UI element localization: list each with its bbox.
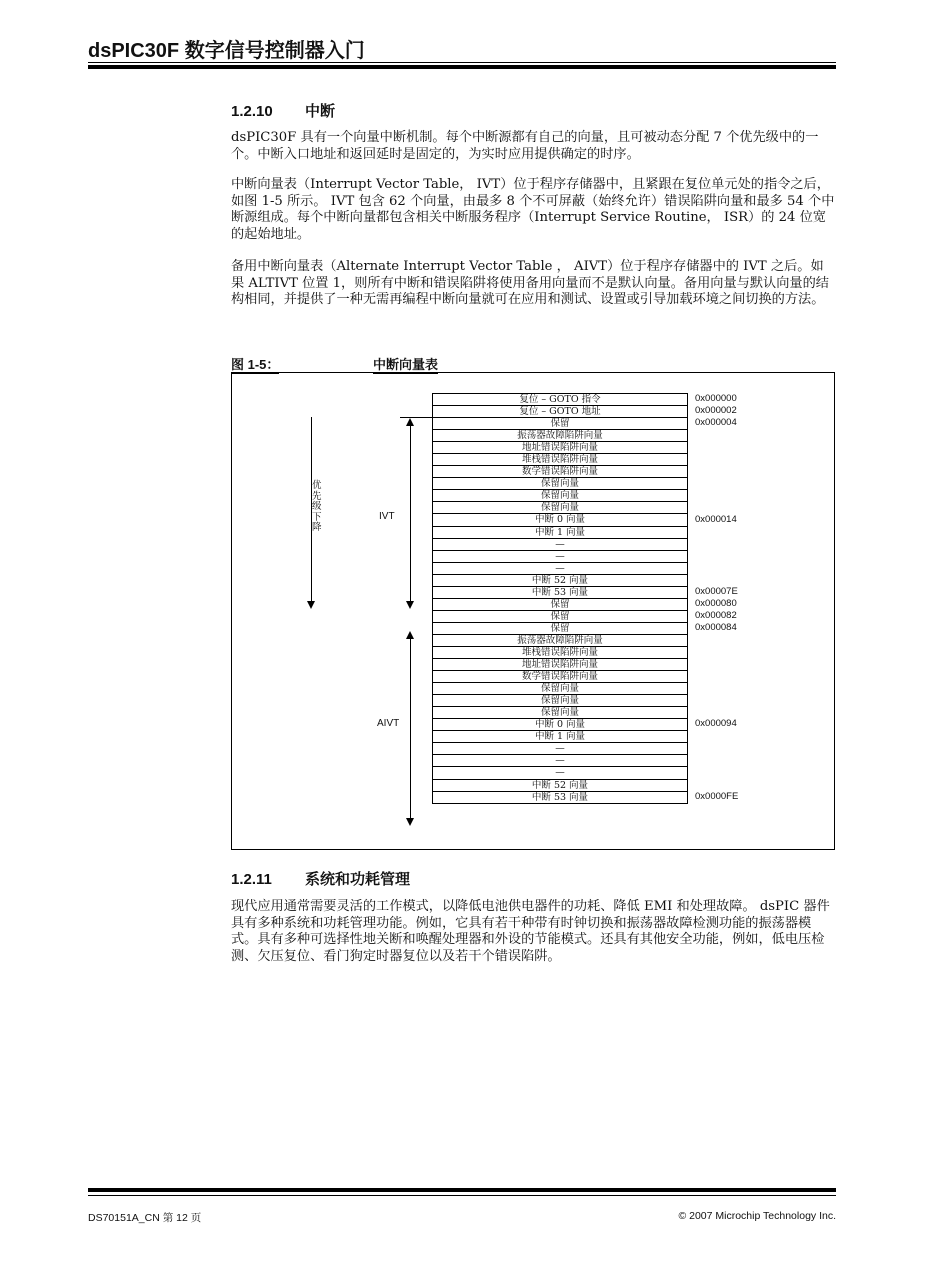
vector-table-row: — bbox=[432, 743, 688, 755]
section-number: 1.2.11 bbox=[231, 871, 272, 888]
vector-address: 0x0000FE bbox=[695, 790, 739, 802]
vector-table-row: — bbox=[432, 563, 688, 575]
vector-table-row: 复位 – GOTO 地址 bbox=[432, 406, 688, 418]
vector-table-row: 保留向量 bbox=[432, 695, 688, 707]
footer-document-id: DS70151A_CN 第 12 页 bbox=[88, 1212, 202, 1224]
section-number: 1.2.10 bbox=[231, 103, 273, 120]
vector-table-row: 中断 53 向量 bbox=[432, 792, 688, 804]
section-heading-power-management bbox=[231, 868, 410, 889]
vector-table-row: 保留向量 bbox=[432, 490, 688, 502]
aivt-bracket-line bbox=[410, 638, 411, 818]
vector-table-row: 保留 bbox=[432, 623, 688, 635]
figure-number: 图 1-5： bbox=[231, 354, 279, 374]
vector-address: 0x000002 bbox=[695, 405, 737, 417]
section-heading-interrupts bbox=[231, 100, 335, 121]
vector-table-row: 中断 0 向量 bbox=[432, 514, 688, 526]
vector-table-row: — bbox=[432, 539, 688, 551]
vector-address: 0x000014 bbox=[695, 513, 737, 525]
ivt-top-tick bbox=[400, 417, 432, 418]
vector-table-row: 中断 1 向量 bbox=[432, 731, 688, 743]
interrupt-vector-table-figure bbox=[231, 372, 835, 850]
ivt-down-arrow-icon bbox=[406, 601, 414, 609]
vector-table-row: 保留 bbox=[432, 611, 688, 623]
vector-table-row: 振荡器故障陷阱向量 bbox=[432, 635, 688, 647]
section-title: 系统和功耗管理 bbox=[305, 871, 411, 888]
vector-table-row: 中断 52 向量 bbox=[432, 575, 688, 587]
vector-table-row: 复位 – GOTO 指令 bbox=[432, 394, 688, 406]
section-title: 中断 bbox=[305, 103, 336, 120]
vector-table-row: — bbox=[432, 767, 688, 779]
document-header-title: dsPIC30F 数字信号控制器入门 bbox=[88, 40, 365, 62]
priority-arrow-head-icon bbox=[307, 601, 315, 609]
vector-table-row: 地址错误陷阱向量 bbox=[432, 659, 688, 671]
vector-table-row: — bbox=[432, 551, 688, 563]
vector-table-row: 保留 bbox=[432, 418, 688, 430]
vector-table-row: 堆栈错误陷阱向量 bbox=[432, 647, 688, 659]
vector-address: 0x000084 bbox=[695, 621, 737, 633]
vector-table-row: 保留向量 bbox=[432, 478, 688, 490]
footer-copyright: © 2007 Microchip Technology Inc. bbox=[678, 1210, 836, 1222]
vector-table-row: 数学错误陷阱向量 bbox=[432, 466, 688, 478]
vector-address: 0x000004 bbox=[695, 417, 737, 429]
vector-table bbox=[432, 393, 688, 804]
vector-table-row: 中断 52 向量 bbox=[432, 780, 688, 792]
footer-rule-thin bbox=[88, 1195, 836, 1196]
paragraph: 备用中断向量表（Alternate Interrupt Vector Table ， AIVT）位于程序存储器中的 IVT 之后。如果 ALTIVT 位置 1，则所有中断和错误陷阱将使用备用向量而不是默认向量。备用向量与默认向量的结构相同，并提供了一种无需再编程中断向量就可在应用和测试、设置或引导加载环境之间切换的方法。 bbox=[231, 259, 829, 307]
vector-table-row: 地址错误陷阱向量 bbox=[432, 442, 688, 454]
header-rule-thick bbox=[88, 65, 836, 69]
vector-table-row: 中断 53 向量 bbox=[432, 587, 688, 599]
vector-table-row: — bbox=[432, 755, 688, 767]
vector-table-row: 数学错误陷阱向量 bbox=[432, 671, 688, 683]
vector-table-row: 保留向量 bbox=[432, 683, 688, 695]
paragraph: 中断向量表（Interrupt Vector Table， IVT）位于程序存储器中，且紧跟在复位单元处的指令之后，如图 1-5 所示。 IVT 包含 62 个向量，由最多 8 个不可屏蔽（始终允许）错误陷阱向量和最多 54 个中断源组成。每个中断向量都包含相关中断服务程序（Interrupt Service Routine， ISR）的 24 位宽的起始地址。 bbox=[231, 177, 835, 242]
vector-address: 0x00007E bbox=[695, 585, 738, 597]
figure-caption bbox=[231, 354, 836, 370]
vector-table-row: 保留向量 bbox=[432, 502, 688, 514]
aivt-down-arrow-icon bbox=[406, 818, 414, 826]
vector-table-row: 中断 1 向量 bbox=[432, 527, 688, 539]
paragraph: 现代应用通常需要灵活的工作模式，以降低电池供电器件的功耗、降低 EMI 和处理故障。 dsPIC 器件具有多种系统和功耗管理功能。例如，它具有若干种带有时钟切换和振荡器故障检测功能的振荡器模式。具有多种可选择性地关断和唤醒处理器和外设的节能模式。还具有其他安全功能，例如，低电压检测、欠压复位、看门狗定时器复位以及若干个错误陷阱。 bbox=[231, 899, 830, 964]
vector-address: 0x000082 bbox=[695, 609, 737, 621]
ivt-bracket-line bbox=[410, 425, 411, 601]
vector-table-row: 保留 bbox=[432, 599, 688, 611]
header-rule-thin bbox=[88, 62, 836, 63]
paragraph: dsPIC30F 具有一个向量中断机制。每个中断源都有自己的向量，且可被动态分配 7 个优先级中的一个。中断入口地址和返回延时是固定的，为实时应用提供确定的时序。 bbox=[231, 130, 819, 162]
figure-title: 中断向量表 bbox=[373, 354, 438, 374]
vector-address: 0x000080 bbox=[695, 597, 737, 609]
vector-address: 0x000000 bbox=[695, 393, 737, 404]
vector-table-row: 堆栈错误陷阱向量 bbox=[432, 454, 688, 466]
vector-table-row: 振荡器故障陷阱向量 bbox=[432, 430, 688, 442]
vector-table-row: 保留向量 bbox=[432, 707, 688, 719]
vector-table-row: 中断 0 向量 bbox=[432, 719, 688, 731]
priority-label: 优先级下降 bbox=[312, 480, 322, 533]
aivt-label: AIVT bbox=[377, 718, 400, 729]
vector-address: 0x000094 bbox=[695, 718, 737, 730]
footer-rule-thick bbox=[88, 1188, 836, 1192]
ivt-label: IVT bbox=[379, 511, 395, 522]
